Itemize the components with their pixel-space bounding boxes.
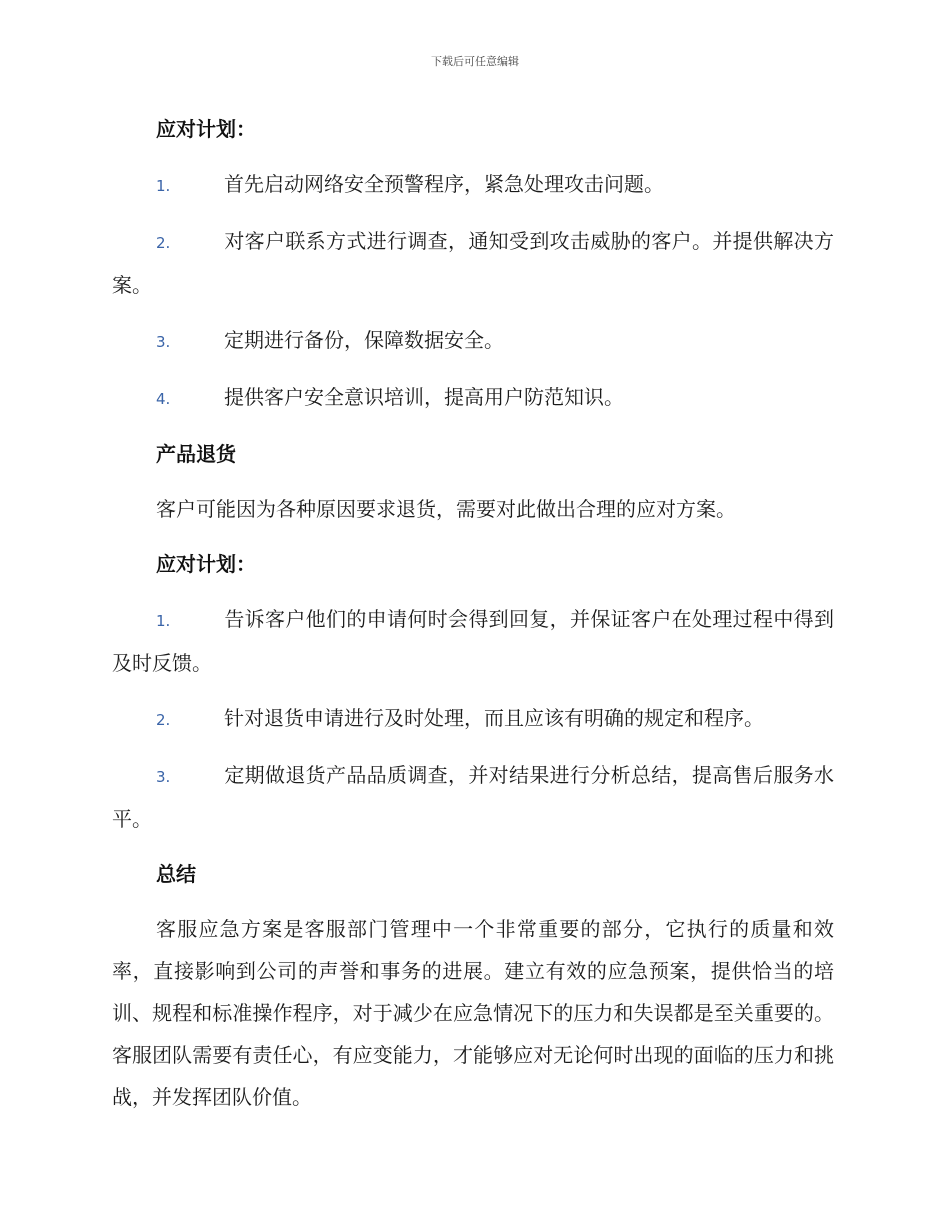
list-number: 1. <box>156 177 171 195</box>
list-number: 3. <box>156 768 171 786</box>
list-item-text: 对客户联系方式进行调查，通知受到攻击威胁的客户。并提供解决方案。 <box>112 229 834 297</box>
list-item-text: 提供客户安全意识培训，提高用户防范知识。 <box>224 385 624 409</box>
page-header-note: 下载后可任意编辑 <box>431 55 519 68</box>
section-heading-response-plan-1: 应对计划： <box>156 117 256 141</box>
list-item-text: 告诉客户他们的申请何时会得到回复，并保证客户在处理过程中得到及时反馈。 <box>112 607 834 675</box>
section-heading-response-plan-2: 应对计划： <box>156 552 256 576</box>
list-number: 2. <box>156 234 171 252</box>
paragraph: 客服应急方案是客服部门管理中一个非常重要的部分，它执行的质量和效率，直接影响到公司的声誉和事务的进展。建立有效的应急预案，提供恰当的培训、规程和标准操作程序，对于减少在应急情况下的压力和失误都是至关重要的。客服团队需要有责任心，有应变能力，才能够应对无论何时出现的面临的压力和挑战，并发挥团队价值。 <box>112 917 834 1109</box>
list-number: 4. <box>156 390 171 408</box>
list-item <box>112 220 834 306</box>
list-item <box>112 319 834 363</box>
list-item-text: 定期进行备份，保障数据安全。 <box>224 328 504 352</box>
list-item <box>112 697 834 741</box>
list-number: 1. <box>156 612 171 630</box>
section-heading-summary: 总结 <box>156 862 196 886</box>
list-item <box>112 163 834 207</box>
list-item-text: 首先启动网络安全预警程序，紧急处理攻击问题。 <box>224 172 664 196</box>
document-body <box>112 108 834 1131</box>
list-number: 2. <box>156 711 171 729</box>
section-heading-product-return: 产品退货 <box>156 442 236 466</box>
list-item-text: 定期做退货产品品质调查，并对结果进行分析总结，提高售后服务水平。 <box>112 763 834 831</box>
list-item-text: 针对退货申请进行及时处理，而且应该有明确的规定和程序。 <box>224 706 764 730</box>
list-item <box>112 598 834 684</box>
list-item <box>112 376 834 420</box>
paragraph: 客户可能因为各种原因要求退货，需要对此做出合理的应对方案。 <box>156 497 736 521</box>
list-item <box>112 754 834 840</box>
list-number: 3. <box>156 333 171 351</box>
